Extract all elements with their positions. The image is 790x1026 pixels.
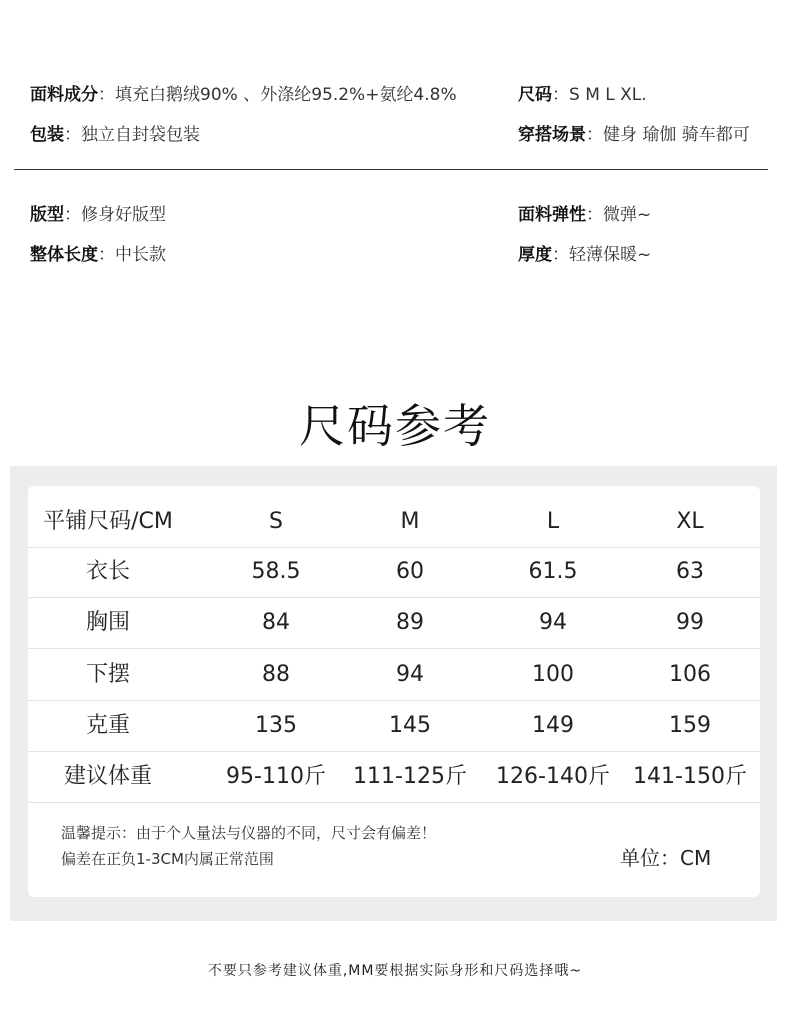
table-cell: 100 (532, 662, 574, 687)
spec-value: 填充白鹅绒90% 、外涤纶95.2%+氨纶4.8% (115, 85, 457, 105)
table-cell: 94 (539, 610, 567, 635)
spec-label: 尺码 (518, 85, 552, 105)
spec-label: 厚度 (518, 245, 552, 265)
table-cell: 84 (262, 610, 290, 635)
note-line: 偏差在正负1-3CM内属正常范围 (61, 850, 274, 868)
table-cell: 63 (676, 559, 704, 584)
table-row (28, 597, 760, 649)
spec-label: 整体长度 (30, 245, 98, 265)
spec-value: 中长款 (115, 245, 166, 265)
spec-label: 面料成分 (30, 85, 98, 105)
table-row (28, 649, 760, 701)
table-row (28, 751, 760, 803)
row-label: 下摆 (85, 662, 130, 687)
spec-fit (30, 200, 166, 225)
header-cell: L (546, 509, 560, 534)
table-cell: 60 (396, 559, 424, 584)
table-cell: 58.5 (251, 559, 301, 584)
table-cell: 95-110斤 (226, 764, 326, 789)
table-cell: 88 (262, 662, 290, 687)
spec-label: 包装 (30, 125, 64, 145)
table-cell: 135 (255, 713, 297, 738)
spec-separator: ： (586, 125, 603, 145)
spec-value: S M L XL. (569, 85, 647, 105)
spec-length (30, 240, 166, 265)
spec-separator: ： (552, 245, 569, 265)
spec-elasticity (518, 200, 651, 225)
table-row (28, 700, 760, 752)
spec-size (518, 80, 647, 105)
row-label: 胸围 (85, 610, 130, 635)
spec-value: 修身好版型 (81, 205, 166, 225)
spec-packaging (30, 120, 200, 145)
spec-separator: ： (552, 85, 569, 105)
divider (14, 169, 768, 170)
spec-label: 版型 (30, 205, 64, 225)
header-cell: XL (676, 509, 704, 534)
table-header-row (28, 496, 760, 548)
spec-thickness (518, 240, 651, 265)
table-cell: 159 (669, 713, 711, 738)
spec-separator: ： (98, 85, 115, 105)
header-cell: 平铺尺码/CM (43, 509, 173, 534)
spec-separator: ： (586, 205, 603, 225)
footer-text: 不要只参考建议体重,MM要根据实际身形和尺码选择哦~ (207, 963, 583, 979)
spec-separator: ： (98, 245, 115, 265)
table-cell: 141-150斤 (633, 764, 747, 789)
header-cell: M (400, 509, 420, 534)
table-cell: 111-125斤 (353, 764, 467, 789)
section-title: 尺码参考 (299, 399, 491, 453)
table-cell: 89 (396, 610, 424, 635)
spec-value: 独立自封袋包装 (81, 125, 200, 145)
unit-label: 单位：CM (620, 846, 712, 870)
spec-value: 轻薄保暖~ (569, 245, 652, 265)
row-label: 衣长 (85, 559, 130, 584)
spec-scene (518, 120, 750, 145)
table-cell: 99 (676, 610, 704, 635)
note-line: 温馨提示：由于个人量法与仪器的不同，尺寸会有偏差！ (61, 824, 437, 842)
table-cell: 94 (396, 662, 424, 687)
spec-material (30, 80, 457, 105)
table-cell: 61.5 (528, 559, 578, 584)
row-label: 克重 (85, 713, 130, 738)
spec-value: 健身 瑜伽 骑车都可 (603, 125, 750, 145)
table-cell: 106 (669, 662, 711, 687)
spec-separator: ： (64, 205, 81, 225)
row-label: 建议体重 (63, 764, 152, 789)
table-cell: 149 (532, 713, 574, 738)
spec-label: 穿搭场景 (518, 125, 586, 145)
header-cell: S (269, 509, 283, 534)
table-cell: 145 (389, 713, 431, 738)
spec-label: 面料弹性 (518, 205, 586, 225)
table-cell: 126-140斤 (496, 764, 610, 789)
spec-separator: ： (64, 125, 81, 145)
spec-value: 微弹~ (603, 205, 652, 225)
table-row (28, 546, 760, 598)
